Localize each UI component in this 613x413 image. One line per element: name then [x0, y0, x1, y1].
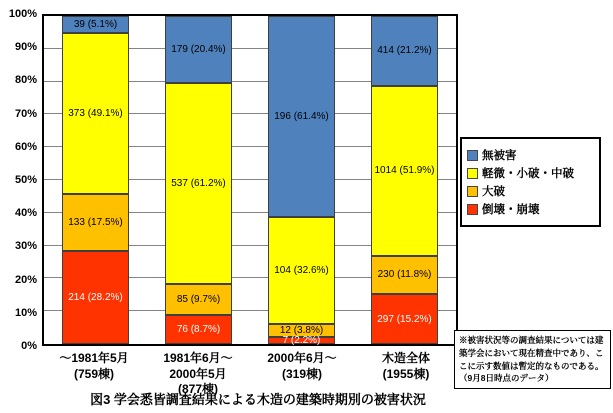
segment-value-label: 179 (20.4%) — [171, 43, 226, 55]
segment-value-label: 76 (8.7%) — [176, 324, 221, 336]
bar-segment-orange — [62, 194, 130, 251]
plot-area — [42, 14, 458, 346]
bar-segment-orange — [165, 284, 233, 316]
legend-swatch-orange — [467, 186, 478, 197]
segment-value-label: 414 (21.2%) — [377, 45, 432, 57]
legend-label: 軽微・小破・中破 — [482, 168, 574, 180]
stacked-bar — [268, 16, 336, 344]
bar-segment-orange — [371, 256, 439, 295]
segment-value-label: 39 (5.1%) — [73, 18, 118, 30]
y-tick-label: 70% — [14, 107, 37, 120]
y-tick-label: 0% — [21, 340, 37, 352]
y-tick-label: 10% — [14, 306, 37, 319]
segment-value-label: 214 (28.2%) — [68, 292, 123, 304]
y-tick-label: 80% — [14, 74, 37, 87]
bar-segment-blue — [268, 16, 336, 217]
bar-segment-red — [371, 294, 439, 344]
category-label-line: 1981年6月～ — [163, 351, 233, 365]
bar-segment-yellow — [165, 83, 233, 284]
legend-item — [467, 165, 594, 181]
segment-value-label: 297 (15.2%) — [377, 313, 432, 325]
segment-value-label: 1014 (51.9%) — [374, 165, 435, 177]
legend-swatch-blue — [467, 150, 478, 161]
segment-value-label: 230 (11.8%) — [377, 269, 432, 281]
category-label-line: (759棟) — [73, 366, 114, 381]
segment-value-label: 85 (9.7%) — [176, 294, 221, 306]
stacked-bar — [62, 16, 130, 344]
legend-item — [467, 201, 594, 217]
figure-caption: 図3 学会悉皆調査結果による木造の建築時期別の被害状況 — [90, 392, 426, 407]
y-tick-label: 50% — [14, 174, 37, 186]
category-label-line: 2000年5月 — [169, 366, 227, 381]
legend-label: 倒壊・崩壊 — [482, 204, 540, 216]
legend-label: 大破 — [482, 186, 505, 198]
segment-value-label: 537 (61.2%) — [171, 177, 226, 189]
category-label-line: 2000年6月～ — [267, 351, 337, 365]
bar-column — [44, 16, 147, 344]
category-label-line: ～1981年5月 — [59, 351, 129, 365]
bar-segment-blue — [371, 16, 439, 85]
bar-column — [147, 16, 250, 344]
segment-value-label: 196 (61.4%) — [274, 111, 329, 123]
note-box — [454, 330, 611, 389]
legend-item — [467, 147, 594, 163]
bar-segment-yellow — [62, 33, 130, 194]
category-label-line: (319棟) — [281, 366, 322, 381]
legend-item — [467, 183, 594, 199]
y-tick-label: 60% — [14, 140, 37, 153]
legend-swatch-red — [467, 204, 478, 215]
y-tick-label: 90% — [14, 41, 37, 54]
segment-value-label: 12 (3.8%) — [279, 325, 324, 337]
y-tick-label: 100% — [8, 8, 37, 20]
bar-segment-yellow — [268, 217, 336, 324]
legend-swatch-yellow — [467, 168, 478, 179]
bar-segment-blue — [165, 16, 233, 83]
bar-segment-blue — [62, 16, 130, 33]
segment-value-label: 133 (17.5%) — [68, 217, 123, 229]
y-tick-label: 30% — [14, 240, 37, 253]
bar-column — [250, 16, 353, 344]
legend-label: 無被害 — [482, 150, 517, 162]
bar-segment-yellow — [371, 86, 439, 256]
bar-segment-red — [268, 334, 336, 346]
legend — [460, 137, 601, 227]
category-label-line: (877棟) — [177, 382, 218, 397]
category-label-line: 木造全体 — [381, 351, 430, 365]
bar-segment-red — [165, 315, 233, 344]
note-text: ※被害状況等の調査結果については建築学会において現在精査中であり、ここに示す数値は暫定的なものである。（9月8日時点のデータ） — [459, 335, 604, 384]
segment-value-label: 7 (2.2%) — [282, 334, 321, 346]
segment-value-label: 104 (32.6%) — [274, 265, 329, 277]
bars — [44, 16, 456, 344]
stacked-bar — [165, 16, 233, 344]
category-label-line: (1955棟) — [382, 366, 430, 381]
y-tick-label: 40% — [14, 207, 37, 220]
segment-value-label: 373 (49.1%) — [68, 107, 123, 119]
bar-segment-red — [62, 251, 130, 344]
stacked-bar — [371, 16, 439, 344]
bar-column — [353, 16, 456, 344]
y-tick-label: 20% — [14, 273, 37, 286]
